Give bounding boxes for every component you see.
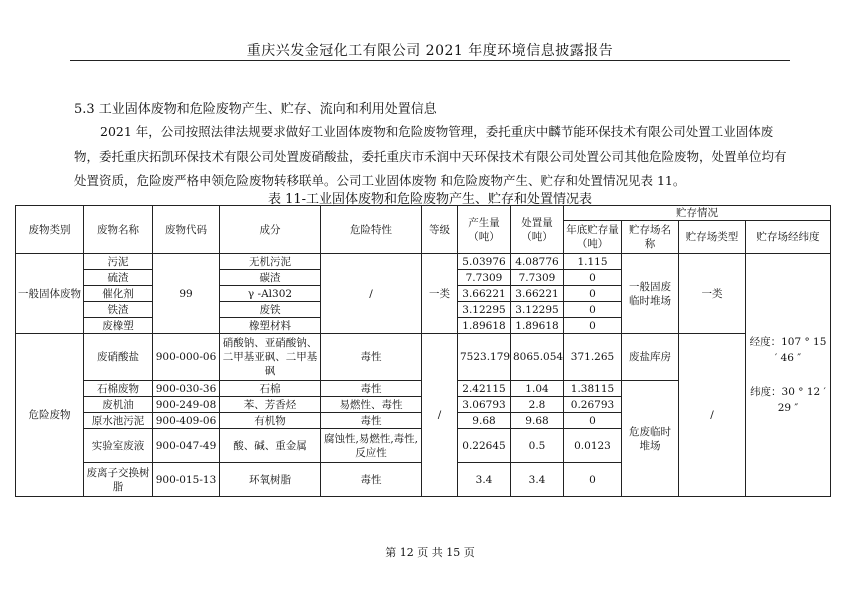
cell-code: 900-047-49 (153, 429, 220, 463)
cell-component: γ -Al302 (220, 286, 321, 302)
cell-hazard: / (321, 254, 422, 334)
cell-disposed: 8065.054 (511, 334, 564, 381)
page-number: 第 12 页 共 15 页 (385, 546, 475, 559)
cell-name: 实验室废液 (84, 429, 153, 463)
cell-name: 原水池污泥 (84, 413, 153, 429)
cell-year-end: 0 (564, 413, 622, 429)
cell-produced: 3.4 (458, 463, 511, 497)
cell-year-end: 0.26793 (564, 397, 622, 413)
header-category: 废物类别 (16, 206, 84, 254)
header-storage-group: 贮存情况 (564, 206, 831, 221)
header-code: 废物代码 (153, 206, 220, 254)
header-site-type: 贮存场类型 (679, 221, 746, 254)
cell-name: 硫渣 (84, 270, 153, 286)
cell-name: 废橡塑 (84, 318, 153, 334)
table-row (16, 254, 831, 270)
cell-site-type: / (679, 334, 746, 497)
cell-year-end: 371.265 (564, 334, 622, 381)
cell-site-name: 一般固废临时堆场 (622, 254, 679, 334)
cell-code: 900-409-06 (153, 413, 220, 429)
cell-grade: 一类 (422, 254, 458, 334)
cell-year-end: 0 (564, 318, 622, 334)
cell-disposed: 4.08776 (511, 254, 564, 270)
cell-name: 废离子交换树脂 (84, 463, 153, 497)
cell-year-end: 0 (564, 286, 622, 302)
cell-component: 硝酸钠、亚硝酸钠、二甲基亚砜、二甲基砜 (220, 334, 321, 381)
cell-disposed: 0.5 (511, 429, 564, 463)
cell-disposed: 1.04 (511, 381, 564, 397)
cell-hazard: 腐蚀性,易燃性,毒性,反应性 (321, 429, 422, 463)
cell-site-type: 一类 (679, 254, 746, 334)
cell-produced: 2.42115 (458, 381, 511, 397)
cell-coords (746, 254, 831, 497)
cell-hazard: 毒性 (321, 381, 422, 397)
coords-longitude: 经度：107 ° 15 ′ 46 ″ (749, 336, 827, 364)
cell-component: 碳渣 (220, 270, 321, 286)
cell-produced: 7.7309 (458, 270, 511, 286)
cell-code: 900-000-06 (153, 334, 220, 381)
cell-year-end: 0 (564, 302, 622, 318)
header-disposed: 处置量（吨） (511, 206, 564, 254)
header-site-name: 贮存场名称 (622, 221, 679, 254)
cell-hazard: 易燃性、毒性 (321, 397, 422, 413)
cell-component: 石棉 (220, 381, 321, 397)
cell-component: 苯、芳香烃 (220, 397, 321, 413)
header-produced: 产生量（吨） (458, 206, 511, 254)
cell-site-name: 废盐库房 (622, 334, 679, 381)
header-year-end: 年底贮存量（吨） (564, 221, 622, 254)
header-coords: 贮存场经纬度 (746, 221, 831, 254)
cell-name: 铁渣 (84, 302, 153, 318)
cell-component: 有机物 (220, 413, 321, 429)
header-hazard: 危险特性 (321, 206, 422, 254)
cell-code: 900-249-08 (153, 397, 220, 413)
cell-produced: 0.22645 (458, 429, 511, 463)
cell-code: 900-030-36 (153, 381, 220, 397)
section-paragraph: 2021 年，公司按照法律法规要求做好工业固体废物和危险废物管理，委托重庆中麟节能环保技术有限公司处置工业固体废物，委托重庆拓凯环保技术有限公司处置废硝酸盐，委托重庆市禾润中天环保技术有限公司处置公司其他危险废物，处置单位均有处置资质，危险废严格申领危险废物转移联单。公司工业固体废物 和危险废物产生、贮存和处置情况见表 11。 (74, 124, 787, 188)
cell-year-end: 1.115 (564, 254, 622, 270)
cell-category: 一般固体废物 (16, 254, 84, 334)
cell-name: 石棉废物 (84, 381, 153, 397)
cell-name: 污泥 (84, 254, 153, 270)
cell-grade: / (422, 334, 458, 497)
section-heading: 5.3 工业固体废物和危险废物产生、贮存、流向和利用处置信息 (74, 102, 437, 117)
cell-code: 99 (153, 254, 220, 334)
cell-produced: 9.68 (458, 413, 511, 429)
cell-year-end: 0 (564, 463, 622, 497)
waste-table (15, 205, 831, 497)
table-header-row (16, 206, 831, 221)
cell-disposed: 3.4 (511, 463, 564, 497)
cell-year-end: 0.0123 (564, 429, 622, 463)
cell-hazard: 毒性 (321, 334, 422, 381)
cell-produced: 3.06793 (458, 397, 511, 413)
cell-year-end: 1.38115 (564, 381, 622, 397)
table-caption: 表 11-工业固体废物和危险废物产生、贮存和处置情况表 (267, 192, 593, 207)
cell-category: 危险废物 (16, 334, 84, 497)
cell-disposed: 2.8 (511, 397, 564, 413)
cell-hazard: 毒性 (321, 463, 422, 497)
header-name: 废物名称 (84, 206, 153, 254)
cell-hazard: 毒性 (321, 413, 422, 429)
cell-disposed: 7.7309 (511, 270, 564, 286)
cell-disposed: 3.12295 (511, 302, 564, 318)
cell-component: 废铁 (220, 302, 321, 318)
header-component: 成分 (220, 206, 321, 254)
cell-code: 900-015-13 (153, 463, 220, 497)
cell-component: 无机污泥 (220, 254, 321, 270)
cell-disposed: 1.89618 (511, 318, 564, 334)
cell-component: 酸、碱、重金属 (220, 429, 321, 463)
cell-component: 环氧树脂 (220, 463, 321, 497)
cell-produced: 7523.179 (458, 334, 511, 381)
report-header-title: 重庆兴发金冠化工有限公司 2021 年度环境信息披露报告 (246, 43, 614, 59)
cell-disposed: 9.68 (511, 413, 564, 429)
cell-component: 橡塑材料 (220, 318, 321, 334)
cell-year-end: 0 (564, 270, 622, 286)
cell-disposed: 3.66221 (511, 286, 564, 302)
cell-name: 废硝酸盐 (84, 334, 153, 381)
coords-latitude: 纬度：30 ° 12 ′ 29 ″ (750, 386, 826, 414)
cell-produced: 1.89618 (458, 318, 511, 334)
cell-produced: 5.03976 (458, 254, 511, 270)
header-grade: 等级 (422, 206, 458, 254)
cell-name: 催化剂 (84, 286, 153, 302)
cell-name: 废机油 (84, 397, 153, 413)
header-divider (70, 60, 790, 61)
cell-produced: 3.66221 (458, 286, 511, 302)
cell-produced: 3.12295 (458, 302, 511, 318)
cell-site-name: 危废临时堆场 (622, 381, 679, 497)
